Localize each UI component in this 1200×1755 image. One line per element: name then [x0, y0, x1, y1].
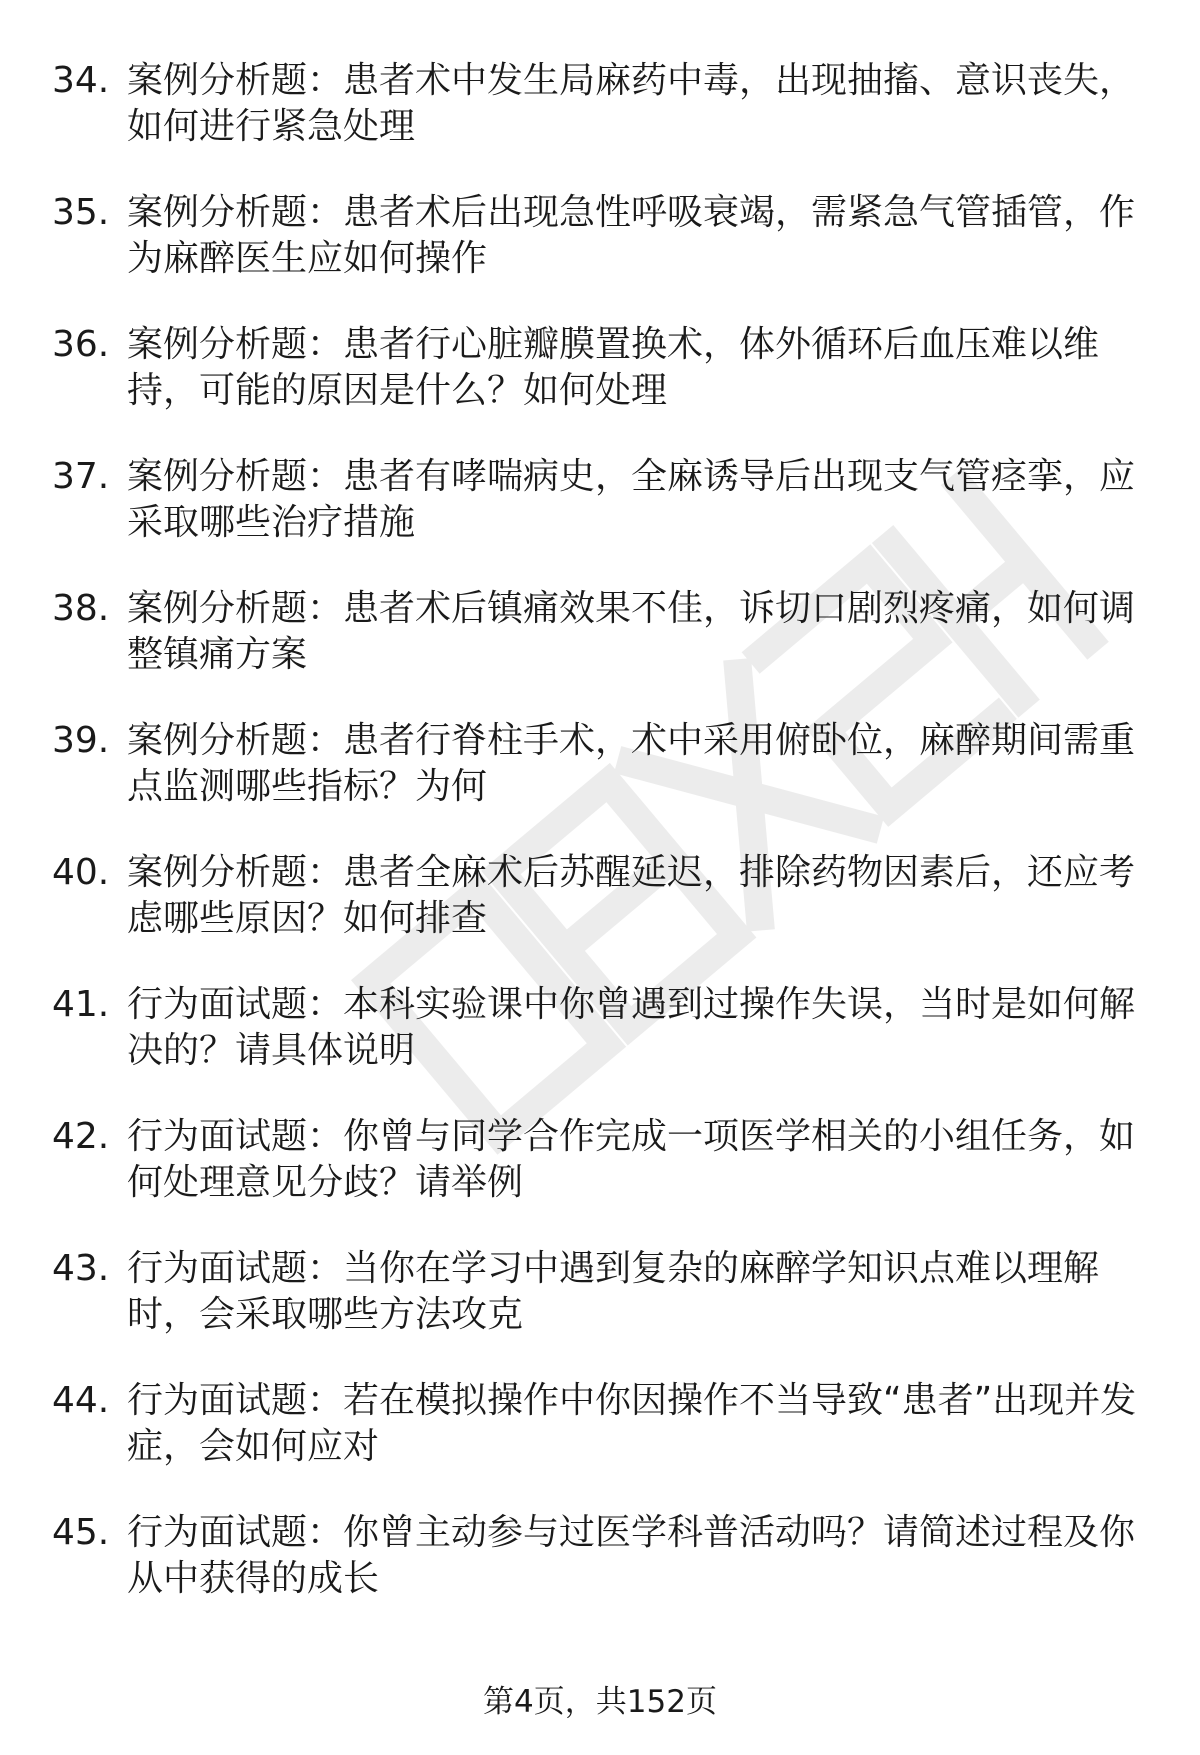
question-text: 案例分析题：患者行心脏瓣膜置换术，体外循环后血压难以维持，可能的原因是什么？如何处理: [127, 324, 1100, 411]
question-item: [50, 322, 1150, 414]
question-text: 行为面试题：你曾与同学合作完成一项医学相关的小组任务，如何处理意见分歧？请举例: [127, 1116, 1136, 1203]
question-list: [50, 58, 1150, 1642]
question-text: 案例分析题：患者全麻术后苏醒延迟，排除药物因素后，还应考虑哪些原因？如何排查: [127, 852, 1136, 939]
question-item: [50, 850, 1150, 942]
question-text: 行为面试题：当你在学习中遇到复杂的麻醉学知识点难以理解时，会采取哪些方法攻克: [127, 1248, 1100, 1335]
question-item: [50, 982, 1150, 1074]
question-item: [50, 58, 1150, 150]
question-text: 行为面试题：若在模拟操作中你因操作不当导致“患者”出现并发症，会如何应对: [127, 1380, 1137, 1467]
question-number: 36.: [52, 324, 110, 365]
question-text: 行为面试题：本科实验课中你曾遇到过操作失误，当时是如何解决的？请具体说明: [127, 984, 1136, 1071]
question-number: 40.: [52, 852, 110, 893]
question-number: 43.: [52, 1248, 110, 1289]
question-item: [50, 1510, 1150, 1602]
question-item: [50, 1246, 1150, 1338]
question-text: 案例分析题：患者术后出现急性呼吸衰竭，需紧急气管插管，作为麻醉医生应如何操作: [127, 192, 1136, 279]
page-footer: [0, 1682, 1200, 1722]
question-number: 35.: [52, 192, 110, 233]
question-item: [50, 1378, 1150, 1470]
question-number: 34.: [52, 60, 110, 101]
question-item: [50, 718, 1150, 810]
question-item: [50, 586, 1150, 678]
question-item: [50, 454, 1150, 546]
question-number: 39.: [52, 720, 110, 761]
question-text: 案例分析题：患者术后镇痛效果不佳，诉切口剧烈疼痛，如何调整镇痛方案: [127, 588, 1136, 675]
question-item: [50, 1114, 1150, 1206]
question-number: 38.: [52, 588, 110, 629]
question-text: 案例分析题：患者行脊柱手术，术中采用俯卧位，麻醉期间需重点监测哪些指标？为何: [127, 720, 1136, 807]
question-text: 行为面试题：你曾主动参与过医学科普活动吗？请简述过程及你从中获得的成长: [127, 1512, 1136, 1599]
question-text: 案例分析题：患者有哮喘病史，全麻诱导后出现支气管痉挛，应采取哪些治疗措施: [127, 456, 1136, 543]
question-number: 44.: [52, 1380, 110, 1421]
question-number: 45.: [52, 1512, 110, 1553]
question-item: [50, 190, 1150, 282]
question-text: 案例分析题：患者术中发生局麻药中毒，出现抽搐、意识丧失，如何进行紧急处理: [127, 60, 1136, 147]
question-number: 37.: [52, 456, 110, 497]
question-number: 42.: [52, 1116, 110, 1157]
page-number-label: 第4页，共152页: [483, 1684, 717, 1720]
question-number: 41.: [52, 984, 110, 1025]
